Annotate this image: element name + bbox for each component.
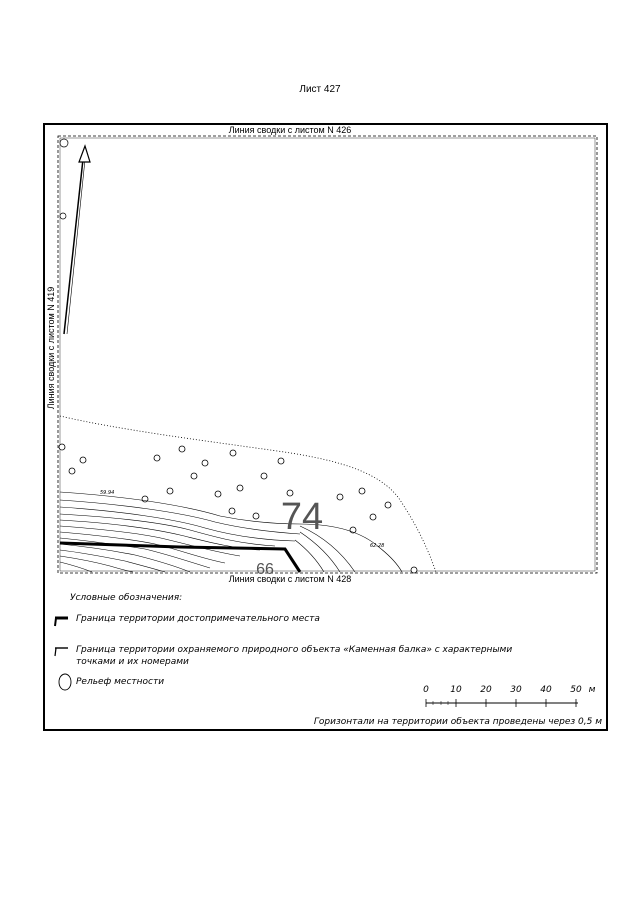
footnote: Горизонтали на территории объекта проведены через 0,5 м bbox=[313, 717, 602, 727]
parcel-number-partial: 66 bbox=[256, 561, 274, 578]
edge-label-top: Линия сводки с листом N 426 bbox=[228, 125, 352, 135]
relief-icon bbox=[59, 674, 71, 690]
map-inner-boundary-2 bbox=[60, 138, 595, 571]
edge-label-bottom: Линия сводки с листом N 428 bbox=[228, 574, 352, 584]
protected-boundary-icon bbox=[55, 648, 68, 656]
north-arrow-icon bbox=[64, 146, 90, 334]
scale-tick-label: 20 bbox=[480, 685, 492, 695]
legend-title: Условные обозначения: bbox=[70, 593, 183, 603]
corner-marks bbox=[60, 139, 68, 219]
elevation-label: 62.28 bbox=[370, 543, 385, 549]
parcel-number: 74 bbox=[280, 496, 324, 538]
legend-item-landmark: Граница территории достопримечательного места bbox=[76, 614, 320, 624]
elevation-label: 59.94 bbox=[100, 490, 115, 496]
sheet-title: Лист 427 bbox=[299, 84, 341, 95]
landmark-boundary-icon bbox=[55, 618, 68, 626]
legend-item-protected-line2: точками и их номерами bbox=[76, 657, 189, 667]
scale-tick-label: 0 bbox=[423, 685, 429, 695]
legend-item-relief: Рельеф местности bbox=[76, 677, 165, 687]
scale-unit: м bbox=[588, 685, 596, 695]
scale-tick-label: 50 bbox=[570, 685, 582, 695]
scale-tick-label: 30 bbox=[510, 685, 522, 695]
scale-tick-label: 40 bbox=[540, 685, 552, 695]
relief-markers bbox=[59, 444, 417, 573]
scale-tick-label: 10 bbox=[450, 685, 462, 695]
edge-label-left: Линия сводки с листом N 419 bbox=[46, 286, 56, 410]
legend-item-protected-line1: Граница территории охраняемого природного объекта «Каменная балка» с характерными bbox=[76, 645, 513, 655]
scale-bar bbox=[426, 699, 578, 707]
